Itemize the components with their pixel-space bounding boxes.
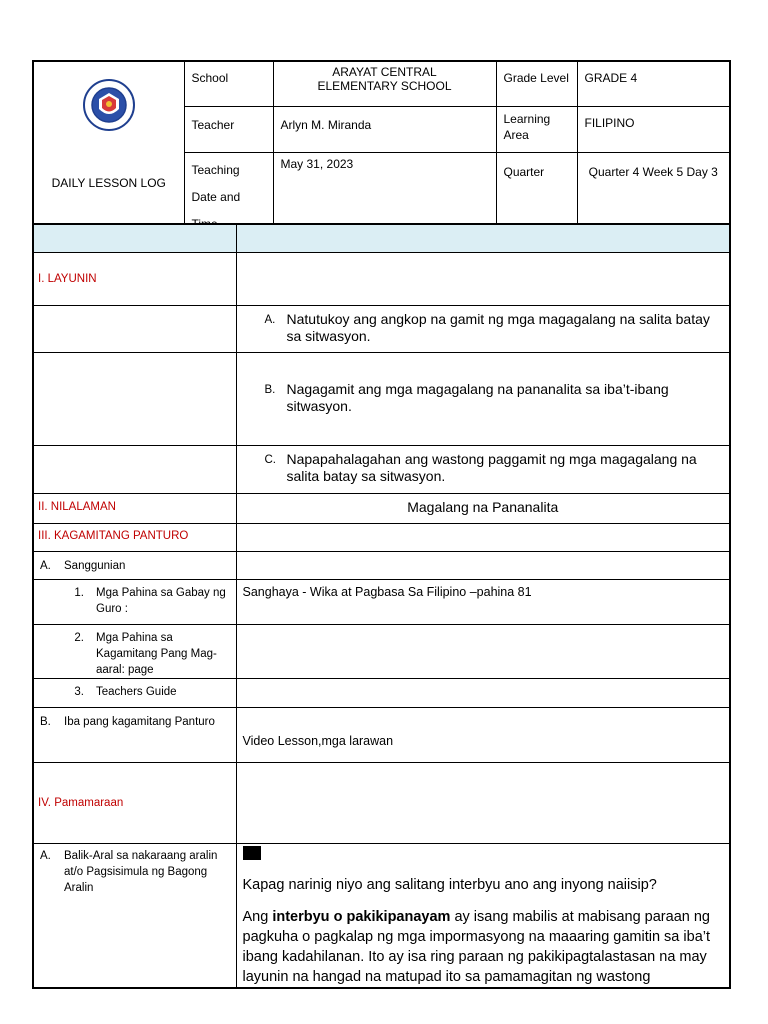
date-label: Teaching Date and — [184, 152, 273, 243]
grade-label: Grade Level — [496, 61, 577, 106]
section-nilalaman: II. NILALAMAN — [33, 493, 236, 523]
header-table — [32, 60, 731, 244]
section-kagamitan: III. KAGAMITANG PANTURO — [33, 523, 236, 551]
empty-cell — [33, 352, 236, 445]
blank-header-left — [33, 224, 236, 252]
marker: B. — [264, 383, 276, 396]
quarter-label: Quarter — [496, 152, 577, 243]
para-bold: interbyu o pakikipanayam — [272, 908, 451, 925]
objective-b — [236, 352, 730, 445]
balik-row — [33, 843, 236, 988]
teachers-text: Teachers Guide — [96, 685, 177, 698]
lesson-table — [32, 223, 731, 989]
kagamitang-row — [33, 624, 236, 678]
objective-c-text: Napapahalagahan ang wastong paggamit ng mga magagalang na salita batay sa sitwasyon. — [286, 450, 697, 484]
empty-cell — [236, 624, 730, 678]
school-label: School — [184, 61, 273, 106]
sanggunian-row — [33, 551, 236, 579]
empty-cell — [236, 523, 730, 551]
quarter-value: Quarter 4 Week 5 Day 3 — [577, 152, 730, 243]
nilalaman-value: Magalang na Pananalita — [236, 493, 730, 523]
para-rest: ay isang mabilis at mabisang paraan ng pagkuha o pagkalap ng mga impormasyong na maaaring gamitin sa iba’t ibang kadahilanan. Ito ay isa ring paraan ng pakikipagtalastasan na may layunin na hangad na matupad ito sa pamamagitan ng wastong — [242, 908, 711, 985]
teacher-value: Arlyn M. Miranda — [273, 106, 496, 152]
deped-seal-icon — [82, 78, 136, 132]
area-label: Learning Area — [496, 106, 577, 152]
objective-a — [236, 305, 730, 352]
date-value: May 31, 2023 — [273, 152, 496, 243]
balik-text: Balik-Aral sa nakaraang aralin at/o Pagsisimula ng Bagong Aralin — [64, 849, 218, 894]
section-pamamaraan: IV. Pamamaraan — [33, 762, 236, 843]
iba-row — [33, 707, 236, 762]
marker: C. — [264, 453, 276, 466]
document-title: DAILY LESSON LOG — [51, 176, 166, 190]
area-value: FILIPINO — [577, 106, 730, 152]
para-lead: Ang — [242, 908, 273, 925]
sanggunian-text: Sanggunian — [64, 559, 126, 572]
blank-header-right — [236, 224, 730, 252]
iba-value: Video Lesson,mga larawan — [236, 707, 730, 762]
marker: A. — [40, 849, 51, 862]
empty-cell — [236, 762, 730, 843]
marker: 2. — [74, 631, 84, 644]
marker: A. — [40, 559, 51, 572]
balik-paragraph — [243, 907, 724, 987]
empty-cell — [33, 305, 236, 352]
empty-cell — [236, 252, 730, 305]
marker: B. — [40, 715, 51, 728]
balik-question: Kapag narinig niyo ang salitang interbyu ano ang inyong naiisip? — [242, 876, 657, 893]
iba-text: Iba pang kagamitang Panturo — [64, 715, 215, 728]
black-marker-box — [243, 846, 261, 860]
objective-c — [236, 445, 730, 493]
objective-a-text: Natutukoy ang angkop na gamit ng mga magagalang na salita batay sa sitwasyon. — [286, 310, 710, 344]
teacher-label: Teacher — [184, 106, 273, 152]
gabay-row — [33, 579, 236, 624]
grade-value: GRADE 4 — [577, 61, 730, 106]
balik-content — [236, 843, 730, 988]
empty-cell — [236, 551, 730, 579]
empty-cell — [236, 678, 730, 707]
logo-title-cell — [33, 61, 184, 243]
section-layunin: I. LAYUNIN — [33, 252, 236, 305]
objective-b-text: Nagagamit ang mga magagalang na pananalita sa iba’t-ibang sitwasyon. — [286, 380, 669, 414]
kagamitang-text: Mga Pahina sa Kagamitang Pang Mag-aaral: page — [96, 631, 217, 676]
marker: 3. — [74, 685, 84, 698]
school-value: ARAYAT CENTRAL ELEMENTARY SCHOOL — [273, 61, 496, 106]
gabay-text: Mga Pahina sa Gabay ng Guro : — [96, 586, 226, 615]
gabay-value: Sanghaya - Wika at Pagbasa Sa Filipino –pahina 81 — [236, 579, 730, 624]
empty-cell — [33, 445, 236, 493]
marker: 1. — [74, 586, 84, 599]
marker: A. — [264, 313, 276, 326]
teachers-row — [33, 678, 236, 707]
